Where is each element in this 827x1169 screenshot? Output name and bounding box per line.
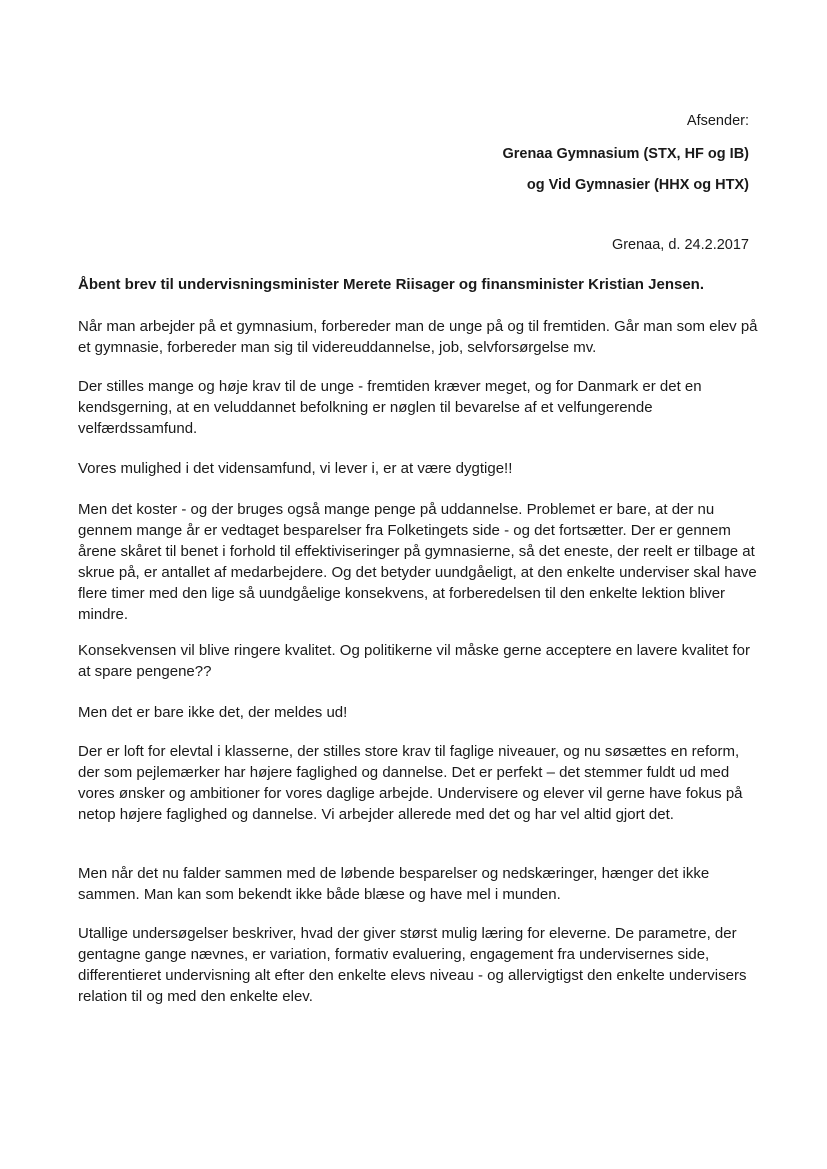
letter-title: Åbent brev til undervisningsminister Merete Riisager og finansminister Kristian Jensen. xyxy=(78,276,704,293)
paragraph-9: Utallige undersøgelser beskriver, hvad der giver størst mulig læring for eleverne. De parametre, der gentagne gange nævnes, er variation, formativ evaluering, engagement fra undervisernes side, differentieret undervisning alt efter den enkelte elevs niveau - og allervigtigst den enkelte undervisers relation til og med den enkelte elev. xyxy=(78,925,747,1005)
sender-school-1: Grenaa Gymnasium (STX, HF og IB) xyxy=(502,146,749,162)
place-date: Grenaa, d. 24.2.2017 xyxy=(611,237,749,253)
paragraph-4: Men det koster - og der bruges også mange penge på uddannelse. Problemet er bare, at der nu gennem mange år er vedtaget besparelser fra Folketingets side - og det fortsætter. Der er gennem årene skåret til benet i forhold til effektiviseringer på gymnasierne, så det eneste, der reelt er tilbage at skrue på, er antallet af medarbejdere. Og det betyder uundgåeligt, at den enkelte underviser skal have flere timer med den lige så uundgåelige konsekvens, at forberedelsen til den enkelte lektion bliver mindre. xyxy=(78,501,757,623)
sender-label: Afsender: xyxy=(686,113,749,129)
paragraph-3: Vores mulighed i det vidensamfund, vi lever i, er at være dygtige!! xyxy=(78,460,513,477)
sender-school-2: og Vid Gymnasier (HHX og HTX) xyxy=(526,177,749,193)
paragraph-2: Der stilles mange og høje krav til de unge - fremtiden kræver meget, og for Danmark er det en kendsgerning, at en veluddannet befolkning er nøglen til bevarelse af et velfungerende velfærdssamfund. xyxy=(78,378,702,437)
paragraph-6: Men det er bare ikke det, der meldes ud! xyxy=(78,704,348,721)
paragraph-7: Der er loft for elevtal i klasserne, der stilles store krav til faglige niveauer, og nu søsættes en reform, der som pejlemærker har højere faglighed og dannelse. Det er perfekt – det stemmer fuldt ud med vores ønsker og ambitioner for vores daglige arbejde. Undervisere og elever vil gerne have fokus på netop højere faglighed og dannelse. Vi arbejder allerede med det og har vel altid gjort det. xyxy=(78,743,743,823)
paragraph-1: Når man arbejder på et gymnasium, forbereder man de unge på og til fremtiden. Går man som elev på et gymnasie, forbereder man sig til videreuddannelse, job, selvforsørgelse mv. xyxy=(78,318,758,356)
paragraph-8: Men når det nu falder sammen med de løbende besparelser og nedskæringer, hænger det ikke sammen. Man kan som bekendt ikke både blæse og have mel i munden. xyxy=(78,865,710,903)
paragraph-5: Konsekvensen vil blive ringere kvalitet. Og politikerne vil måske gerne acceptere en lavere kvalitet for at spare pengene?? xyxy=(78,642,750,680)
